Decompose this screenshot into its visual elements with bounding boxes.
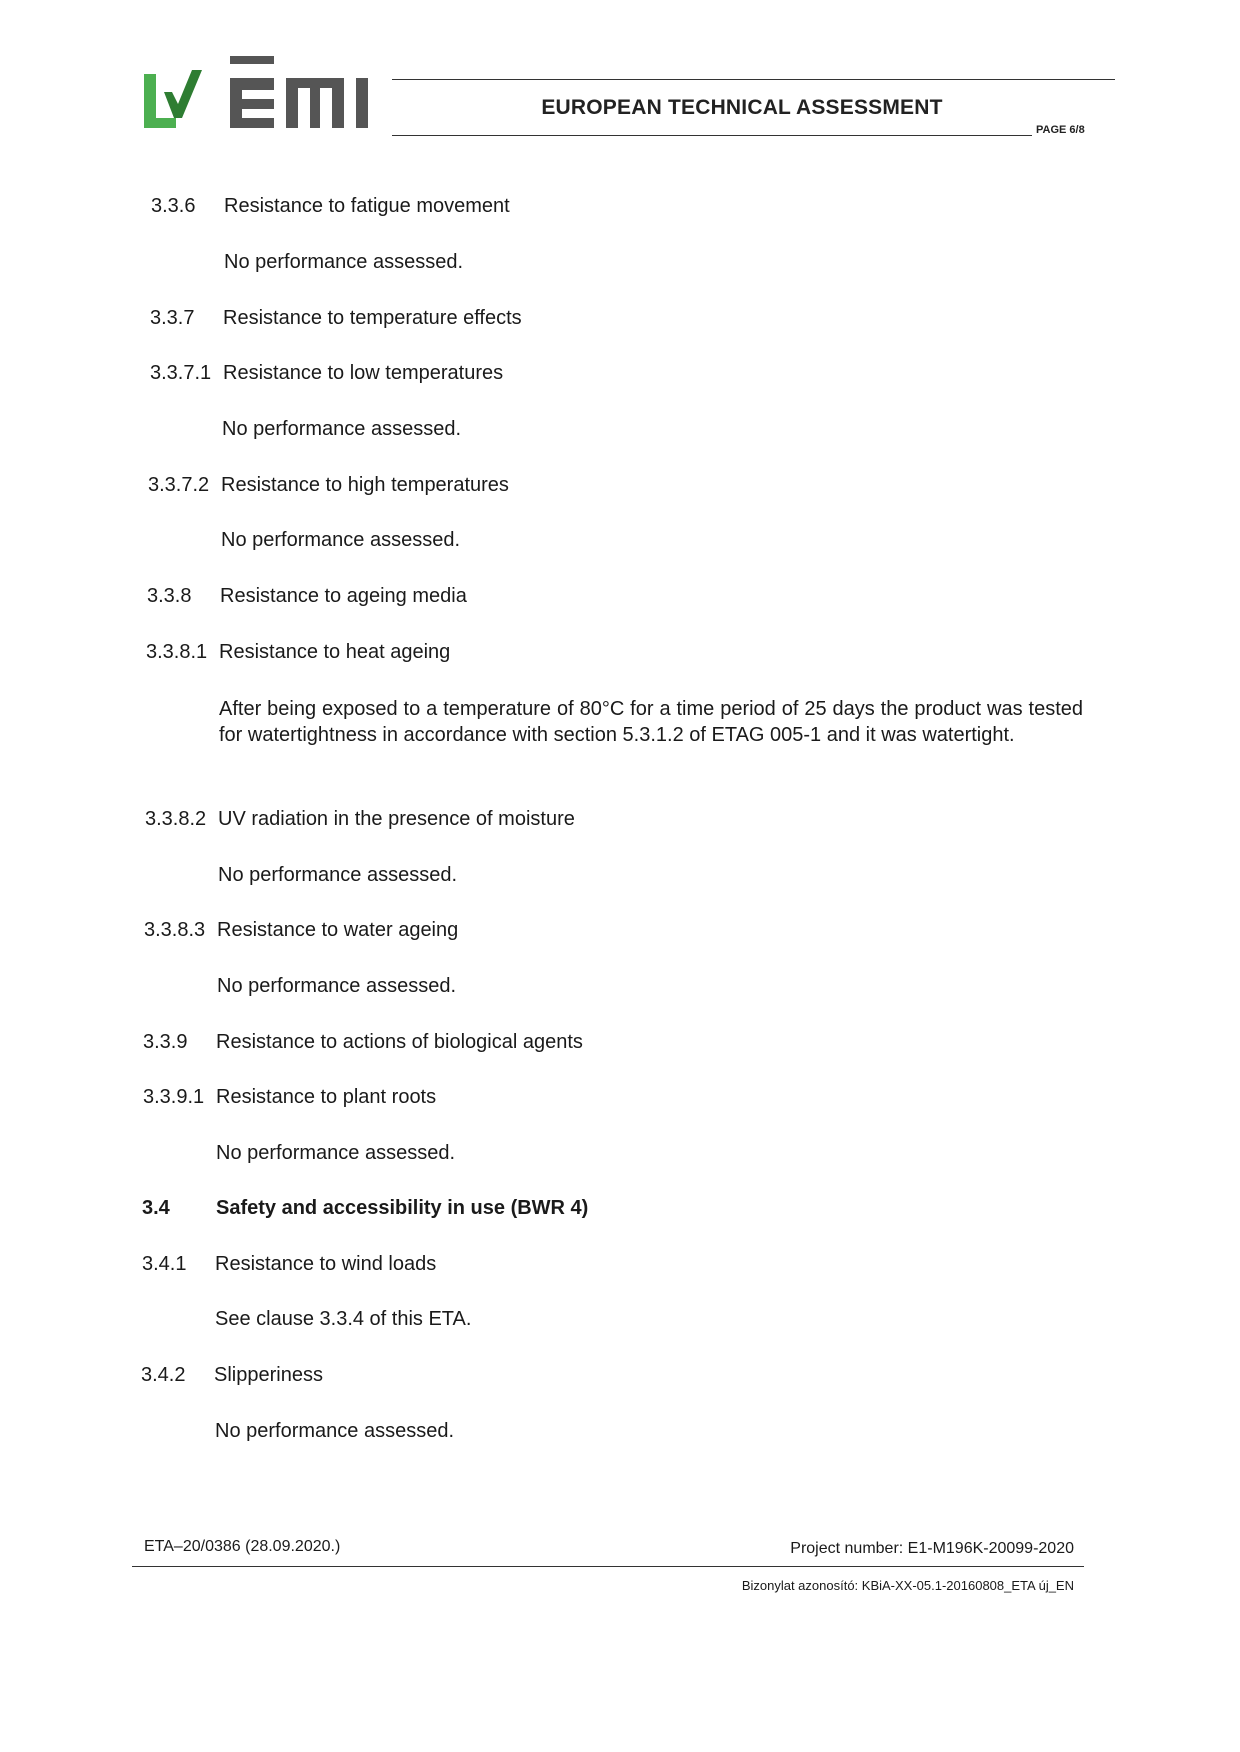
- section-number: 3.3.9: [143, 1031, 188, 1053]
- section-body: No performance assessed.: [217, 975, 457, 997]
- project-number: Project number: E1-M196K-20099-2020: [790, 1540, 1074, 1557]
- emi-logo: [142, 56, 378, 136]
- section-body: No performance assessed.: [216, 1142, 456, 1164]
- section-title: Resistance to wind loads: [215, 1253, 437, 1275]
- header-rule-bottom: [392, 135, 1032, 136]
- section-title: Resistance to fatigue movement: [224, 195, 510, 217]
- section-title: UV radiation in the presence of moisture: [218, 808, 575, 830]
- section-body: No performance assessed.: [215, 1420, 455, 1442]
- section-number: 3.3.8.3: [144, 919, 206, 941]
- section-title: Safety and accessibility in use (BWR 4): [216, 1197, 589, 1219]
- header-rule-top: [392, 79, 1115, 80]
- section-number: 3.3.8.2: [145, 808, 207, 830]
- section-title: Resistance to heat ageing: [219, 641, 451, 663]
- section-title: Resistance to low temperatures: [223, 362, 504, 384]
- section-body: No performance assessed.: [224, 251, 464, 273]
- section-body: See clause 3.3.4 of this ETA.: [215, 1308, 472, 1330]
- section-number: 3.3.9.1: [143, 1086, 205, 1108]
- document-identifier: Bizonylat azonosító: KBiA-XX-05.1-20160808_ETA új_EN: [741, 1578, 1074, 1593]
- section-number: 3.4.2: [141, 1364, 186, 1386]
- section-body: No performance assessed.: [221, 529, 461, 551]
- section-body: No performance assessed.: [222, 418, 462, 440]
- section-number: 3.3.8.1: [146, 641, 208, 663]
- footer-rule: [132, 1566, 1084, 1567]
- section-title: Resistance to water ageing: [217, 919, 459, 941]
- section-number: 3.4.1: [142, 1253, 187, 1275]
- section-title: Slipperiness: [214, 1364, 323, 1386]
- eta-reference: ETA–20/0386 (28.09.2020.): [144, 1538, 341, 1555]
- section-number: 3.4: [142, 1197, 170, 1219]
- section-number: 3.3.8: [147, 585, 192, 607]
- logo-graphic: [142, 56, 378, 136]
- section-title: Resistance to high temperatures: [221, 474, 509, 496]
- document-title: EUROPEAN TECHNICAL ASSESSMENT: [541, 96, 943, 119]
- section-number: 3.3.7.2: [148, 474, 210, 496]
- section-number: 3.3.6: [151, 195, 196, 217]
- section-title: Resistance to plant roots: [216, 1086, 437, 1108]
- section-title: Resistance to temperature effects: [223, 307, 522, 329]
- section-number: 3.3.7.1: [150, 362, 212, 384]
- section-body: After being exposed to a temperature of 80°C for a time period of 25 days the product was tested for watertightness in accordance with section 5.3.1.2 of ETAG 005-1 and it was watertight.: [219, 698, 1083, 746]
- section-title: Resistance to actions of biological agents: [216, 1031, 583, 1053]
- section-title: Resistance to ageing media: [220, 585, 467, 607]
- page-number: PAGE 6/8: [1036, 124, 1085, 136]
- section-body: No performance assessed.: [218, 864, 458, 886]
- section-number: 3.3.7: [150, 307, 195, 329]
